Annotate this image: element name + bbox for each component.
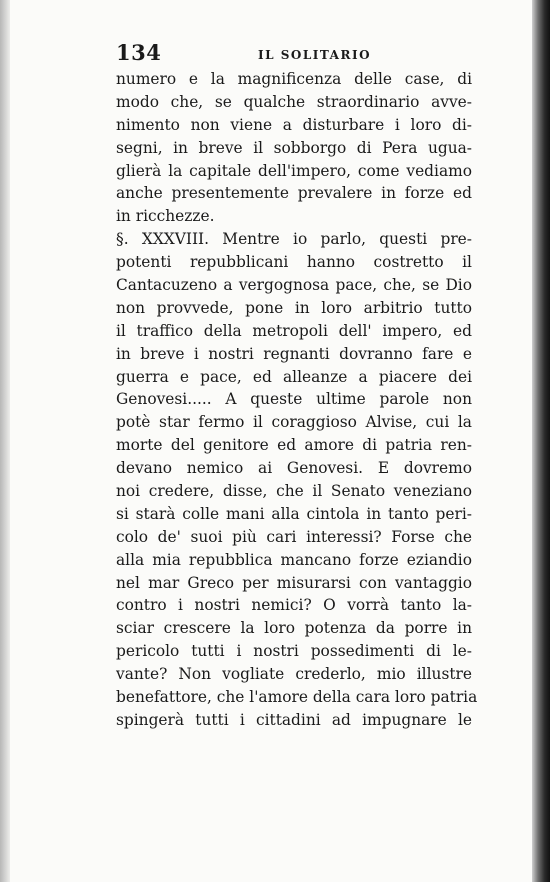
text-line: numero e la magnificenza delle case, di: [116, 70, 472, 88]
page-header: [116, 40, 472, 68]
text-line: contro i nostri nemici? O vorrà tanto la-: [116, 596, 472, 615]
text-line: potè star fermo il coraggioso Alvise, cui la: [116, 413, 472, 432]
text-line: segni, in breve il sobborgo di Pera ugua-: [116, 138, 472, 157]
text-line: vante? Non vogliate crederlo, mio illustre: [116, 665, 472, 684]
text-line: anche presentemente prevalere in forze ed: [116, 184, 472, 203]
text-line: nel mar Greco per misurarsi con vantaggio: [116, 573, 472, 592]
scan-edge-left: [0, 0, 10, 882]
text-line: §. XXXVIII. Mentre io parlo, questi pre-: [116, 230, 472, 249]
text-line: Genovesi..... A queste ultime parole non: [116, 390, 472, 409]
text-line: potenti repubblicani hanno costretto il: [116, 253, 472, 272]
book-page: [116, 40, 478, 732]
text-line: in breve i nostri regnanti dovranno fare e: [116, 344, 472, 363]
text-line: pericolo tutti i nostri possedimenti di le-: [116, 642, 472, 661]
text-line: modo che, se qualche straordinario avve-: [116, 92, 472, 111]
running-head: IL SOLITARIO: [258, 48, 372, 62]
text-line: devano nemico ai Genovesi. E dovremo: [116, 459, 472, 478]
body-text: [116, 68, 478, 732]
scan-edge-right: [532, 0, 550, 882]
text-line: Cantacuzeno a vergognosa pace, che, se Dio: [116, 276, 472, 295]
text-line: il traffico della metropoli dell' impero, ed: [116, 321, 472, 340]
text-line: non provvede, pone in loro arbitrio tutto: [116, 298, 472, 317]
text-line: sciar crescere la loro potenza da porre in: [116, 619, 472, 638]
text-line: si starà colle mani alla cintola in tanto peri-: [116, 504, 472, 523]
text-line: glierà la capitale dell'impero, come vediamo: [116, 161, 472, 180]
text-line: nimento non viene a disturbare i loro di-: [116, 115, 472, 134]
text-line: spingerà tutti i cittadini ad impugnare le: [116, 710, 472, 729]
text-line: colo de' suoi più cari interessi? Forse che: [116, 527, 472, 546]
text-line: morte del genitore ed amore di patria ren-: [116, 436, 472, 455]
page-number: 134: [116, 40, 162, 65]
text-line: benefattore, che l'amore della cara loro patria: [116, 688, 478, 707]
text-line: guerra e pace, ed alleanze a piacere dei: [116, 367, 472, 386]
text-line: alla mia repubblica mancano forze eziandio: [116, 550, 472, 569]
text-line: in ricchezze.: [116, 207, 215, 226]
text-line: noi credere, disse, che il Senato veneziano: [116, 482, 472, 501]
